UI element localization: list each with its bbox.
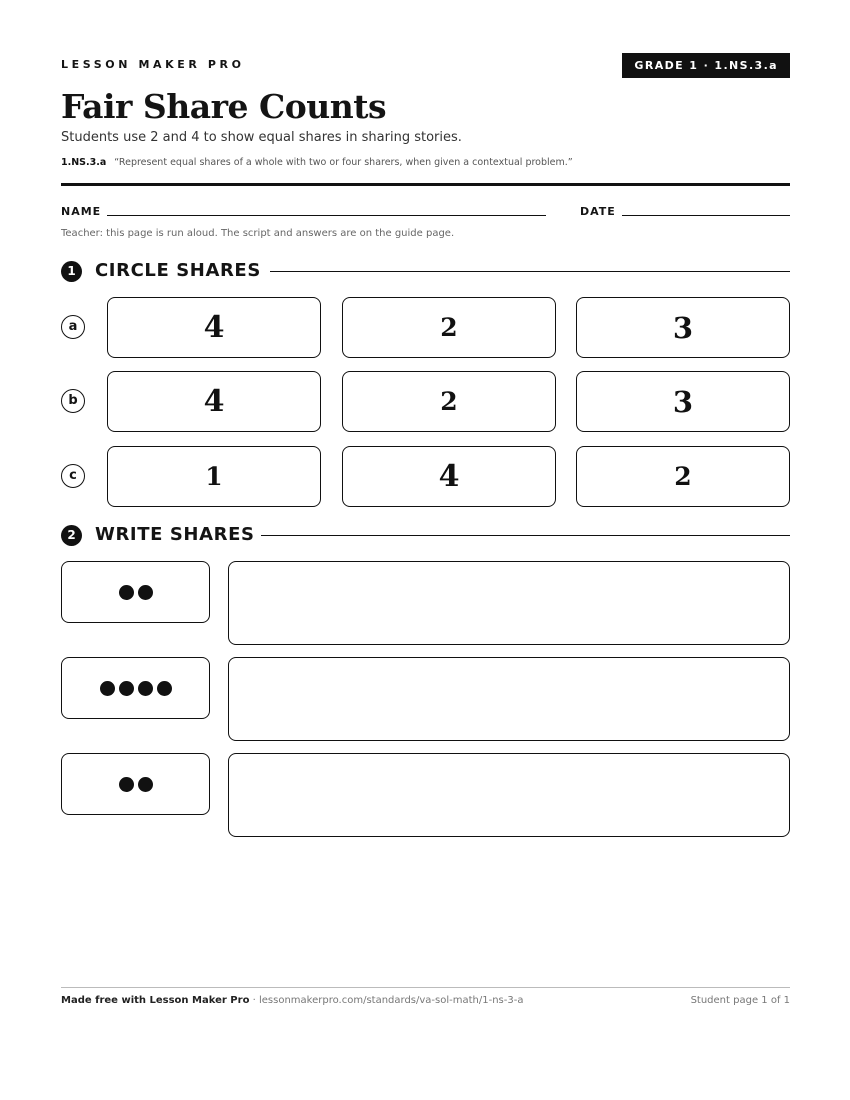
choice-box-b-2[interactable]: 2 <box>342 371 556 432</box>
section-title: CIRCLE SHARES <box>95 260 261 281</box>
row-letter-c: c <box>61 464 85 488</box>
choice-box-a-1[interactable]: 4 <box>107 297 321 358</box>
dot-card-2 <box>61 657 210 719</box>
footer-divider <box>61 987 790 988</box>
choice-box-a-2[interactable]: 2 <box>342 297 556 358</box>
choice-box-a-3[interactable]: 3 <box>576 297 790 358</box>
dot-icon <box>100 681 115 696</box>
footer-url-link[interactable]: lessonmakerpro.com/standards/va-sol-math/1-ns-3-a <box>258 995 524 1006</box>
grade-badge: GRADE 1 · 1.NS.3.a <box>622 53 790 78</box>
date-label: DATE <box>580 205 616 218</box>
row-letter-a: a <box>61 315 85 339</box>
standard-line <box>61 157 573 168</box>
teacher-note: Teacher: this page is run aloud. The script and answers are on the guide page. <box>61 228 455 239</box>
brand-name: LESSON MAKER PRO <box>61 58 245 71</box>
answer-box-1[interactable] <box>228 561 790 645</box>
section-write-shares-header <box>61 523 790 547</box>
standard-text: “Represent equal shares of a whole with two or four sharers, when given a contextual problem.” <box>114 157 573 168</box>
footer-made-with: Made free with Lesson Maker Pro <box>61 995 250 1006</box>
choice-box-c-2[interactable]: 4 <box>342 446 556 507</box>
section-number-badge: 2 <box>61 525 82 546</box>
dot-icon <box>138 585 153 600</box>
section-number-badge: 1 <box>61 261 82 282</box>
choice-box-b-3[interactable]: 3 <box>576 371 790 432</box>
section-circle-shares-header <box>61 259 790 283</box>
standard-code: 1.NS.3.a <box>61 157 107 168</box>
dot-icon <box>119 777 134 792</box>
date-write-line[interactable] <box>622 215 790 216</box>
dot-icon <box>138 777 153 792</box>
name-write-line[interactable] <box>107 215 546 216</box>
footer-separator: · <box>249 995 259 1006</box>
worksheet-page <box>61 0 790 1100</box>
footer-credit <box>61 995 523 1006</box>
worksheet-title: Fair Share Counts <box>61 87 387 126</box>
answer-box-2[interactable] <box>228 657 790 741</box>
section-rule <box>261 535 790 536</box>
header-divider <box>61 183 790 186</box>
dot-card-1 <box>61 561 210 623</box>
name-label: NAME <box>61 205 102 218</box>
choice-box-c-1[interactable]: 1 <box>107 446 321 507</box>
dot-icon <box>138 681 153 696</box>
dot-icon <box>157 681 172 696</box>
row-letter-b: b <box>61 389 85 413</box>
dot-icon <box>119 585 134 600</box>
choice-box-c-3[interactable]: 2 <box>576 446 790 507</box>
worksheet-subtitle: Students use 2 and 4 to show equal shares in sharing stories. <box>61 130 462 145</box>
dot-icon <box>119 681 134 696</box>
choice-box-b-1[interactable]: 4 <box>107 371 321 432</box>
footer-page-label: Student page 1 of 1 <box>690 995 790 1006</box>
section-title: WRITE SHARES <box>95 524 255 545</box>
section-rule <box>270 271 790 272</box>
dot-card-3 <box>61 753 210 815</box>
answer-box-3[interactable] <box>228 753 790 837</box>
